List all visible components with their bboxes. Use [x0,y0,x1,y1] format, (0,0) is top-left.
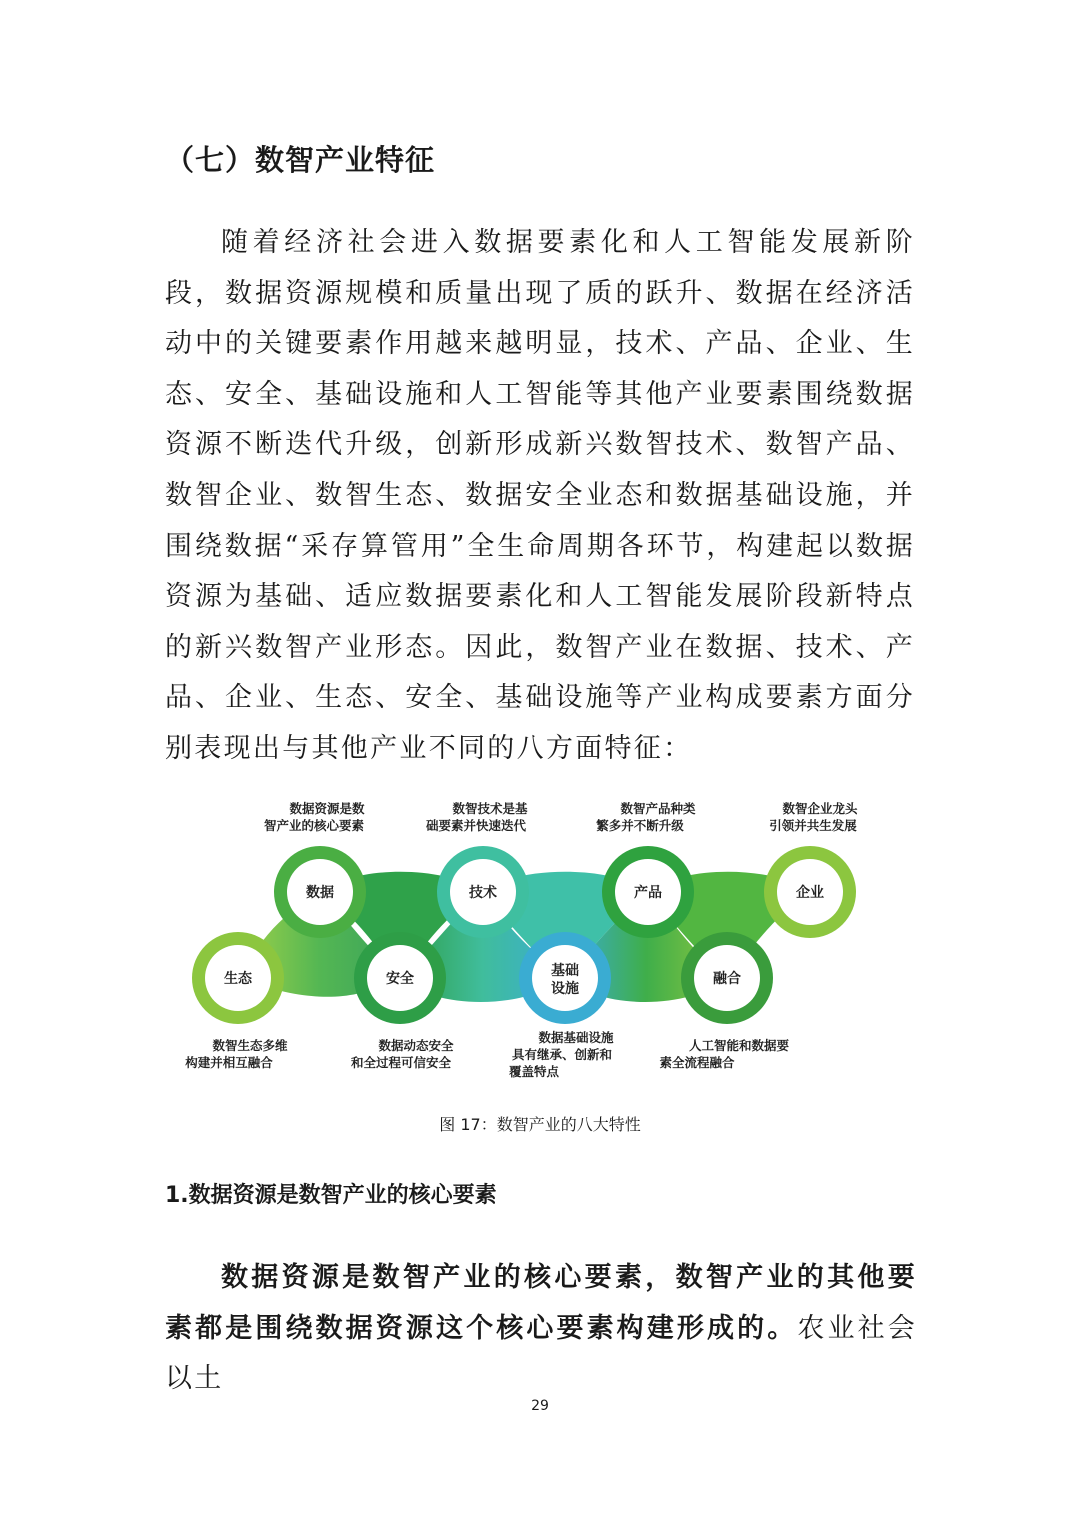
desc-infra-3: 覆盖特点 [508,1064,560,1079]
node-label-data: 数据 [306,885,334,901]
desc-fusion-1: 人工智能和数据要 [688,1038,790,1053]
node-label-eco: 生态 [224,971,252,987]
page-number: 29 [531,1398,549,1414]
normal-text: 农业社会以土 [165,1312,917,1395]
node-label-infra-2: 设施 [551,981,579,997]
node-label-fusion: 融合 [713,971,741,987]
desc-data-1: 数据资源是数 [289,801,365,816]
node-label-enterprise: 企业 [796,885,824,901]
desc-data-2: 智产业的核心要素 [263,818,365,833]
node-label-tech: 技术 [469,885,497,901]
desc-eco-1: 数智生态多维 [212,1038,288,1053]
desc-infra-1: 数据基础设施 [538,1030,614,1045]
section-title: （七）数智产业特征 [165,143,436,177]
desc-infra-2: 具有继承、创新和 [511,1047,613,1062]
bold-sentence: 数据资源是数智产业的核心要素，数智产业的其他要素都是围绕数据资源这个核心要素构建形成的。 [165,1262,917,1344]
desc-security-2: 和全过程可信安全 [350,1055,452,1070]
desc-fusion-2: 素全流程融合 [659,1055,735,1070]
subsection-heading: 1.数据资源是数智产业的核心要素 [165,1183,497,1208]
eight-features-diagram [175,795,875,1085]
node-label-security: 安全 [386,971,414,987]
desc-product-1: 数智产品种类 [620,801,696,816]
body-paragraph-2 [165,1253,917,1405]
node-label-infra-1: 基础 [551,963,579,979]
node-label-product: 产品 [634,885,662,901]
desc-enterprise-2: 引领并共生发展 [769,818,857,833]
desc-product-2: 繁多并不断升级 [596,818,684,833]
figure-caption: 图 17：数智产业的八大特性 [439,1115,641,1134]
desc-tech-2: 础要素并快速迭代 [425,818,527,833]
desc-tech-1: 数智技术是基 [452,801,528,816]
body-paragraph: 随着经济社会进入数据要素化和人工智能发展新阶段，数据资源规模和质量出现了质的跃升、数据在经济活动中的关键要素作用越来越明显，技术、产品、企业、生态、安全、基础设施和人工智能等其他产业要素围绕数据资源不断迭代升级，创新形成新兴数智技术、数智产品、数智企业、数智生态、数据安全业态和数据基础设施，并围绕数据“采存算管用”全生命周期各环节，构建起以数据资源为基础、适应数据要素化和人工智能发展阶段新特点的新兴数智产业形态。因此，数智产业在数据、技术、产品、企业、生态、安全、基础设施等产业构成要素方面分别表现出与其他产业不同的八方面特征： [165,227,915,764]
desc-security-1: 数据动态安全 [378,1038,454,1053]
desc-eco-2: 构建并相互融合 [185,1055,273,1070]
desc-enterprise-1: 数智企业龙头 [782,801,858,816]
